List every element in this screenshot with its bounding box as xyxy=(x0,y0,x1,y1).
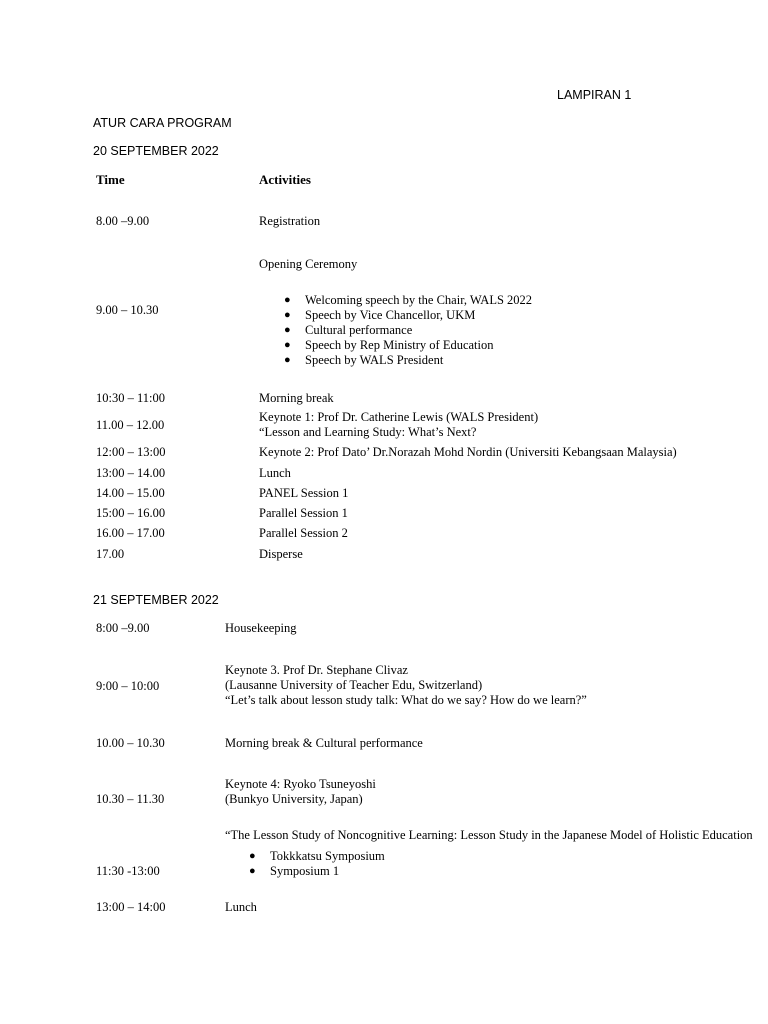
day2-row-time: 8:00 –9.00 xyxy=(96,621,150,635)
time-column-header: Time xyxy=(96,172,125,187)
day1-row-activity: Morning break xyxy=(259,391,334,405)
lampiran-label: LAMPIRAN 1 xyxy=(557,88,632,102)
keynote3-title: “Let’s talk about lesson study talk: What do we say? How do we learn?” xyxy=(225,693,587,707)
day1-row-time: 9.00 – 10.30 xyxy=(96,303,159,317)
day1-row-time: 16.00 – 17.00 xyxy=(96,526,165,540)
bullet-icon: ● xyxy=(284,354,291,366)
bullet-icon: ● xyxy=(249,850,256,862)
day2-row-activity: Housekeeping xyxy=(225,621,297,635)
day2-row-time: 11:30 -13:00 xyxy=(96,864,160,878)
program-title: ATUR CARA PROGRAM xyxy=(93,116,232,130)
keynote4-title: “The Lesson Study of Noncognitive Learning: Lesson Study in the Japanese Model of Holistic Education xyxy=(225,828,753,842)
activities-column-header: Activities xyxy=(259,172,311,187)
bullet-icon: ● xyxy=(284,339,291,351)
day1-row-time: 13:00 – 14.00 xyxy=(96,466,166,480)
day1-row-activity: Parallel Session 1 xyxy=(259,506,348,520)
keynote4-speaker: Keynote 4: Ryoko Tsuneyoshi xyxy=(225,777,376,791)
day2-row-time: 9:00 – 10:00 xyxy=(96,679,160,693)
bullet-icon: ● xyxy=(249,865,256,877)
day1-row-activity: Lunch xyxy=(259,466,291,480)
day1-row-time: 10:30 – 11:00 xyxy=(96,391,165,405)
bullet-icon: ● xyxy=(284,309,291,321)
day1-row-time: 8.00 –9.00 xyxy=(96,214,150,228)
day1-row-time: 12:00 – 13:00 xyxy=(96,445,166,459)
day1-row-activity: Parallel Session 2 xyxy=(259,526,348,540)
day1-row-activity: Keynote 1: Prof Dr. Catherine Lewis (WALS President) xyxy=(259,410,539,424)
day1-row-activity-subtitle: “Lesson and Learning Study: What’s Next? xyxy=(259,425,477,439)
day1-row-time: 11.00 – 12.00 xyxy=(96,418,165,432)
keynote3-speaker: Keynote 3. Prof Dr. Stephane Clivaz xyxy=(225,663,408,677)
day1-row-activity: Registration xyxy=(259,214,321,228)
day1-row-activity: Opening Ceremony xyxy=(259,257,358,271)
day1-row-time: 14.00 – 15.00 xyxy=(96,486,165,500)
day1-row-time: 17.00 xyxy=(96,547,125,561)
day1-row-activity: Disperse xyxy=(259,547,303,561)
day2-row-time: 10.30 – 11.30 xyxy=(96,792,165,806)
day1-date: 20 SEPTEMBER 2022 xyxy=(93,144,219,158)
bullet-icon: ● xyxy=(284,324,291,336)
day1-row-activity: PANEL Session 1 xyxy=(259,486,349,500)
day2-row-time: 13:00 – 14:00 xyxy=(96,900,166,914)
day2-row-activity: Morning break & Cultural performance xyxy=(225,736,423,750)
day2-date: 21 SEPTEMBER 2022 xyxy=(93,593,219,607)
day2-row-time: 10.00 – 10.30 xyxy=(96,736,165,750)
keynote4-affiliation: (Bunkyo University, Japan) xyxy=(225,792,363,806)
day1-row-time: 15:00 – 16.00 xyxy=(96,506,166,520)
day1-row-activity: Keynote 2: Prof Dato’ Dr.Norazah Mohd Nordin (Universiti Kebangsaan Malaysia) xyxy=(259,445,677,459)
keynote3-affiliation: (Lausanne University of Teacher Edu, Switzerland) xyxy=(225,678,483,692)
day2-row-activity: Lunch xyxy=(225,900,257,914)
bullet-icon: ● xyxy=(284,294,291,306)
